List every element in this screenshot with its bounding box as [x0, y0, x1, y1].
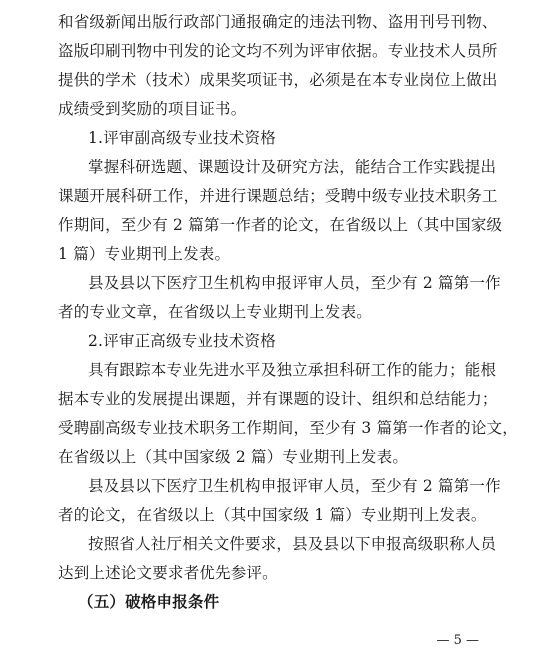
section-heading-1: 1.评审副高级专业技术资格: [88, 129, 276, 147]
text-line-1: 和省级新闻出版行政部门通报确定的违法刊物、盗用刊号刊物、: [58, 13, 498, 31]
text-line-4: 成绩受到奖励的项目证书。: [58, 100, 247, 118]
page-number: — 5 —: [436, 633, 479, 648]
text-line-2: 盗版印刷刊物中刊发的论文均不列为评审依据。专业技术人员所: [58, 42, 498, 60]
section-heading-2: 2.评审正高级专业技术资格: [88, 332, 276, 350]
text-line-16: 在省级以上（其中国家级 2 篇）专业期刊上发表。: [58, 448, 409, 466]
text-line-17: 县及县以下医疗卫生机构申报评审人员，至少有 2 篇第一作: [88, 477, 501, 495]
text-line-3: 提供的学术（技术）成果奖项证书，必须是在本专业岗位上做出: [58, 71, 498, 89]
text-line-7: 课题开展科研工作，并进行课题总结；受聘中级专业技术职务工: [58, 187, 498, 205]
text-line-8: 作期间，至少有 2 篇第一作者的论文，在省级以上（其中国家级: [58, 216, 503, 234]
text-line-10: 县及县以下医疗卫生机构申报评审人员，至少有 2 篇第一作: [88, 274, 501, 292]
section-heading-3: （五）破格申报条件: [78, 592, 220, 611]
text-line-15: 受聘副高级专业技术职务工作期间，至少有 3 篇第一作者的论文，: [58, 419, 518, 437]
text-line-9: 1 篇）专业期刊上发表。: [58, 245, 231, 263]
text-line-19: 按照省人社厅相关文件要求，县及县以下申报高级职称人员: [88, 535, 497, 553]
text-line-6: 掌握科研选题、课题设计及研究方法，能结合工作实践提出: [88, 158, 497, 176]
text-line-20: 达到上述论文要求者优先参评。: [58, 564, 278, 582]
text-line-14: 据本专业的发展提出课题，并有课题的设计、组织和总结能力；: [58, 390, 498, 408]
text-line-18: 者的论文，在省级以上（其中国家级 1 篇）专业期刊上发表。: [58, 506, 487, 524]
text-line-11: 者的专业文章，在省级以上专业期刊上发表。: [58, 303, 373, 321]
text-line-13: 具有跟踪本专业先进水平及独立承担科研工作的能力；能根: [88, 361, 497, 379]
